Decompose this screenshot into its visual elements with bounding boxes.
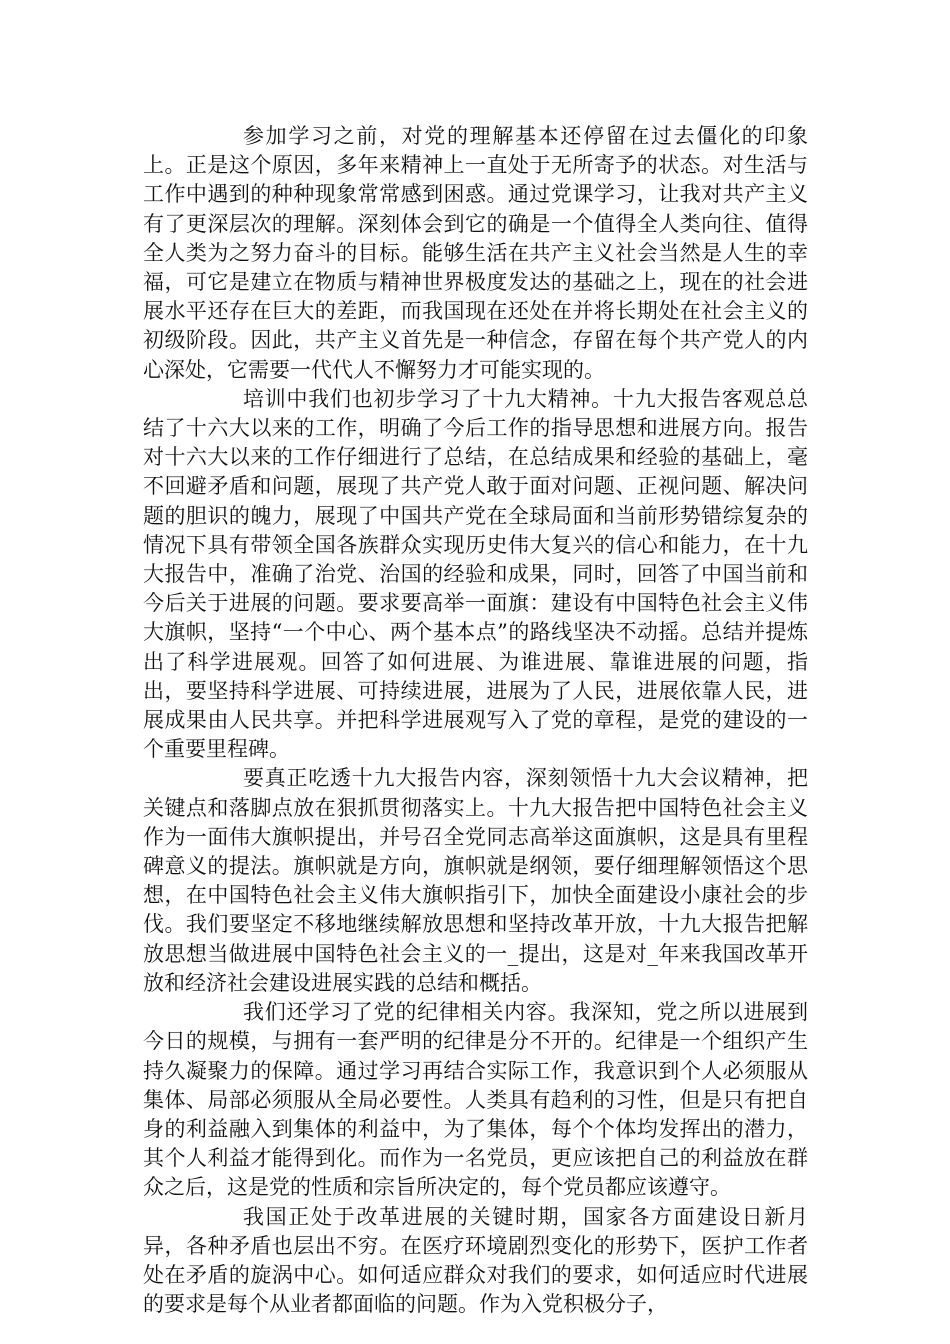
paragraph-reform-period: 我国正处于改革进展的关键时期，国家各方面建设日新月异，各种矛盾也层出不穷。在医疗环境剧烈变化的形势下，医护工作者处在矛盾的旋涡中心。如何适应群众对我们的要求，如何适应时代进展的要求是每个从业者都面临的问题。作为入党积极分子，: [143, 1204, 808, 1317]
paragraph-nineteenth-congress-spirit: 培训中我们也初步学习了十九大精神。十九大报告客观总总结了十六大以来的工作，明确了今后工作的指导思想和进展方向。报告对十六大以来的工作仔细进行了总结，在总结成果和经验的基础上，毫不回避矛盾和问题，展现了共产党人敢于面对问题、正视问题、解决问题的胆识的魄力，展现了中国共产党在全球局面和当前形势错综复杂的情况下具有带领全国各族群众实现历史伟大复兴的信心和能力，在十九大报告中，准确了治党、治国的经验和成果，同时，回答了中国当前和今后关于进展的问题。要求要高举一面旗：建设有中国特色社会主义伟大旗帜，坚持“一个中心、两个基本点”的路线坚决不动摇。总结并提炼出了科学进展观。回答了如何进展、为谁进展、靠谁进展的问题，指出，要坚持科学进展、可持续进展，进展为了人民，进展依靠人民，进展成果由人民共享。并把科学进展观写入了党的章程，是党的建设的一个重要里程碑。: [143, 386, 808, 762]
document-page: [143, 122, 808, 1319]
paragraph-party-understanding: 参加学习之前，对党的理解基本还停留在过去僵化的印象上。正是这个原因，多年来精神上一直处于无所寄予的状态。对生活与工作中遇到的种种现象常常感到困惑。通过党课学习，让我对共产主义有了更深层次的理解。深刻体会到它的确是一个值得全人类向往、值得全人类为之努力奋斗的目标。能够生活在共产主义社会当然是人生的幸福，可它是建立在物质与精神世界极度发达的基础之上，现在的社会进展水平还存在巨大的差距，而我国现在还处在并将长期处在社会主义的初级阶段。因此，共产主义首先是一种信念，存留在每个共产党人的内心深处，它需要一代代人不懈努力才可能实现的。: [143, 124, 808, 382]
paragraph-party-discipline: 我们还学习了党的纪律相关内容。我深知，党之所以进展到今日的规模，与拥有一套严明的纪律是分不开的。纪律是一个组织产生持久凝聚力的保障。通过学习再结合实际工作，我意识到个人必须服从集体、局部必须服从全局必要性。人类具有趋利的习性，但是只有把自身的利益融入到集体的利益中，为了集体，每个个体均发挥出的潜力，其个人利益才能得到化。而作为一名党员，更应该把自己的利益放在群众之后，这是党的性质和宗旨所决定的，每个党员都应该遵守。: [143, 1000, 808, 1200]
paragraph-report-implementation: 要真正吃透十九大报告内容，深刻领悟十九大会议精神，把关键点和落脚点放在狠抓贯彻落实上。十九大报告把中国特色社会主义作为一面伟大旗帜提出，并号召全党同志高举这面旗帜，这是具有里程碑意义的提法。旗帜就是方向，旗帜就是纲领，要仔细理解领悟这个思想，在中国特色社会主义伟大旗帜指引下，加快全面建设小康社会的步伐。我们要坚定不移地继续解放思想和坚持改革开放，十九大报告把解放思想当做进展中国特色社会主义的一_提出，这是对_年来我国改革开放和经济社会建设进展实践的总结和概括。: [143, 766, 808, 995]
